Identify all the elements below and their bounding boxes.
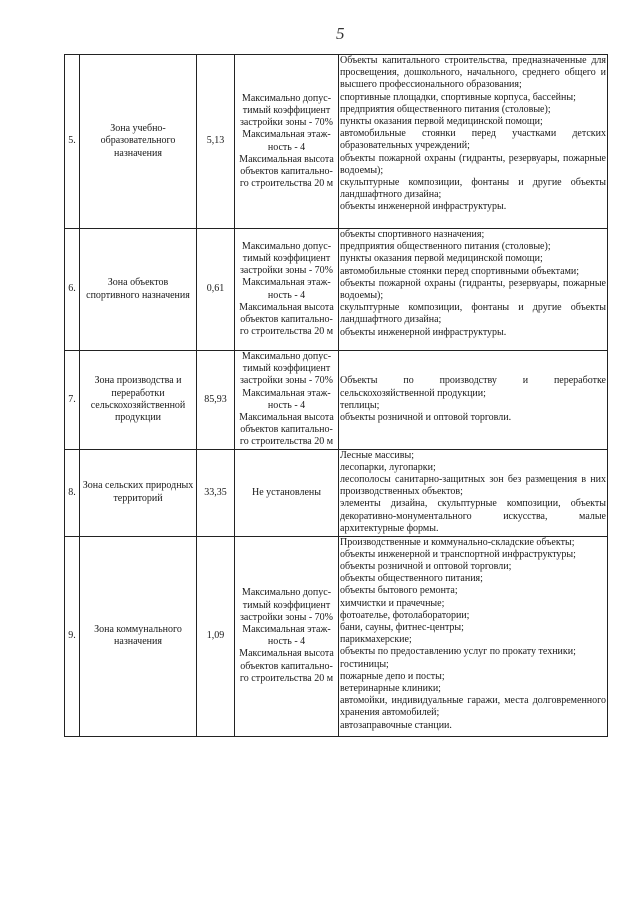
object-item: бани, сауны, фитнес-центры; bbox=[340, 622, 464, 634]
param-line: объектов капитально- bbox=[240, 165, 333, 177]
row-number: 9. bbox=[65, 536, 80, 736]
param-line: застройки зоны - 70% bbox=[239, 375, 333, 387]
row-number: 5. bbox=[65, 55, 80, 229]
row-number: 6. bbox=[65, 229, 80, 351]
param-line: ность - 4 bbox=[267, 636, 306, 648]
object-item: Лесные массивы; bbox=[340, 449, 414, 461]
param-line: ность - 4 bbox=[267, 399, 306, 411]
object-item: объекты по предоставлению услуг по прокату техники; bbox=[340, 646, 576, 658]
table-row bbox=[65, 351, 608, 450]
object-item: фотоателье, фотолаборатории; bbox=[340, 609, 470, 621]
object-item: объекты общественного питания; bbox=[340, 573, 483, 585]
object-item: объекты розничной и оптовой торговли; bbox=[340, 561, 512, 573]
zone-objects bbox=[339, 229, 608, 351]
zone-parameters bbox=[235, 449, 339, 536]
zone-parameters bbox=[235, 351, 339, 450]
zone-parameters bbox=[235, 536, 339, 736]
object-item: объекты розничной и оптовой торговли. bbox=[340, 412, 512, 424]
param-line: Максимальная этаж- bbox=[242, 129, 331, 141]
object-item: химчистки и прачечные; bbox=[340, 597, 445, 609]
param-line: Максимальная высота bbox=[239, 412, 334, 424]
param-line: тимый коэффициент bbox=[242, 363, 331, 375]
zone-parameters bbox=[235, 55, 339, 229]
param-line: го строительства 20 м bbox=[239, 178, 334, 190]
zone-name: Зона производства и переработки сельскохозяйственной продукции bbox=[80, 351, 197, 450]
object-item: парикмахерские; bbox=[340, 634, 412, 646]
object-item: Производственные и коммунально-складские объекты; bbox=[340, 536, 575, 548]
param-line: застройки зоны - 70% bbox=[239, 265, 333, 277]
object-item: автомобильные стоянки перед участками детских образовательных учреждений; bbox=[340, 128, 606, 152]
zone-name: Зона коммунального назначения bbox=[80, 536, 197, 736]
page-number: 5 bbox=[336, 24, 345, 43]
object-item: скульптурные композиции, фонтаны и другие объекты ландшафтного дизайна; bbox=[340, 177, 606, 201]
param-line: го строительства 20 м bbox=[239, 326, 334, 338]
param-line: Максимально допус- bbox=[241, 92, 332, 104]
zone-area: 85,93 bbox=[197, 351, 235, 450]
zone-name: Зона учебно-образовательного назначения bbox=[80, 55, 197, 229]
zone-objects bbox=[339, 536, 608, 736]
param-line: объектов капитально- bbox=[240, 660, 333, 672]
object-item: гостиницы; bbox=[340, 658, 389, 670]
object-item: лесополосы санитарно-защитных зон без размещения в них производственных объектов; bbox=[340, 474, 606, 498]
param-line: го строительства 20 м bbox=[239, 672, 334, 684]
zone-objects bbox=[339, 351, 608, 450]
object-item: пожарные депо и посты; bbox=[340, 670, 445, 682]
object-item: лесопарки, лугопарки; bbox=[340, 461, 436, 473]
object-item: объекты инженерной инфраструктуры. bbox=[340, 201, 507, 213]
object-item: объекты пожарной охраны (гидранты, резервуары, пожарные водоемы); bbox=[340, 277, 606, 302]
zone-name: Зона объектов спортивного назначения bbox=[80, 229, 197, 351]
zone-name: Зона сельских природных территорий bbox=[80, 449, 197, 536]
param-line: Максимально допус- bbox=[241, 351, 332, 362]
object-item: объекты инженерной и транспортной инфраструктуры; bbox=[340, 548, 576, 560]
zone-objects bbox=[339, 449, 608, 536]
param-line: Максимальная этаж- bbox=[242, 623, 331, 635]
object-item: объекты бытового ремонта; bbox=[340, 585, 458, 597]
param-line: объектов капитально- bbox=[240, 424, 333, 436]
param-line: Максимальная высота bbox=[239, 153, 334, 165]
object-item: пункты оказания первой медицинской помощи; bbox=[340, 116, 543, 128]
param-line: застройки зоны - 70% bbox=[239, 117, 333, 129]
object-item: Объекты по производству и переработке сельскохозяйственной продукции; bbox=[340, 375, 606, 399]
zone-parameters bbox=[235, 229, 339, 351]
row-number: 8. bbox=[65, 449, 80, 536]
object-item: Объекты капитального строительства, предназначенные для просвещения, дошкольного, начального, среднего общего и высшего профессионального образования; bbox=[340, 55, 606, 91]
object-item: автомобильные стоянки перед спортивными объектами; bbox=[340, 265, 580, 277]
zone-objects bbox=[339, 55, 608, 229]
table-row bbox=[65, 536, 608, 736]
object-item: ветеринарные клиники; bbox=[340, 683, 441, 695]
object-item: объекты пожарной охраны (гидранты, резервуары, пожарные водоемы); bbox=[340, 152, 606, 176]
object-item: скульптурные композиции, фонтаны и другие объекты ландшафтного дизайна; bbox=[340, 302, 606, 326]
object-item: автомойки, индивидуальные гаражи, места долговременного хранения автомобилей; bbox=[340, 695, 606, 719]
object-item: автозаправочные станции. bbox=[340, 719, 452, 731]
param-line: застройки зоны - 70% bbox=[239, 611, 333, 623]
param-line: объектов капитально- bbox=[240, 313, 333, 325]
param-line: Максимально допус- bbox=[241, 587, 332, 599]
param-line: го строительства 20 м bbox=[239, 436, 334, 448]
param-line: ность - 4 bbox=[267, 289, 306, 301]
object-item: пункты оказания первой медицинской помощи; bbox=[340, 253, 543, 265]
param-line: Максимально допус- bbox=[241, 240, 332, 252]
param-line: тимый коэффициент bbox=[242, 599, 331, 611]
zone-area: 5,13 bbox=[197, 55, 235, 229]
param-line: Не установлены bbox=[252, 486, 321, 498]
row-number: 7. bbox=[65, 351, 80, 450]
table-row bbox=[65, 55, 608, 229]
zones-table bbox=[64, 54, 608, 737]
param-line: Максимальная этаж- bbox=[242, 387, 331, 399]
zone-area: 1,09 bbox=[197, 536, 235, 736]
zone-area: 33,35 bbox=[197, 449, 235, 536]
object-item: предприятия общественного питания (столовые); bbox=[340, 103, 551, 115]
object-item: предприятия общественного питания (столовые); bbox=[340, 241, 551, 253]
table-row bbox=[65, 449, 608, 536]
table-row bbox=[65, 229, 608, 351]
object-item: спортивные площадки, спортивные корпуса, бассейны; bbox=[340, 91, 576, 103]
object-item: объекты инженерной инфраструктуры. bbox=[340, 326, 507, 338]
zone-area: 0,61 bbox=[197, 229, 235, 351]
param-line: Максимальная высота bbox=[239, 648, 334, 660]
object-item: элементы дизайна, скульптурные композиции, объекты декоративно-монументального искусства, малые архитектурные формы. bbox=[340, 498, 606, 534]
param-line: Максимальная высота bbox=[239, 301, 334, 313]
object-item: объекты спортивного назначения; bbox=[340, 229, 485, 240]
param-line: тимый коэффициент bbox=[242, 104, 331, 116]
param-line: ность - 4 bbox=[267, 141, 306, 153]
param-line: тимый коэффициент bbox=[242, 252, 331, 264]
param-line: Максимальная этаж- bbox=[242, 277, 331, 289]
object-item: теплицы; bbox=[340, 399, 380, 411]
